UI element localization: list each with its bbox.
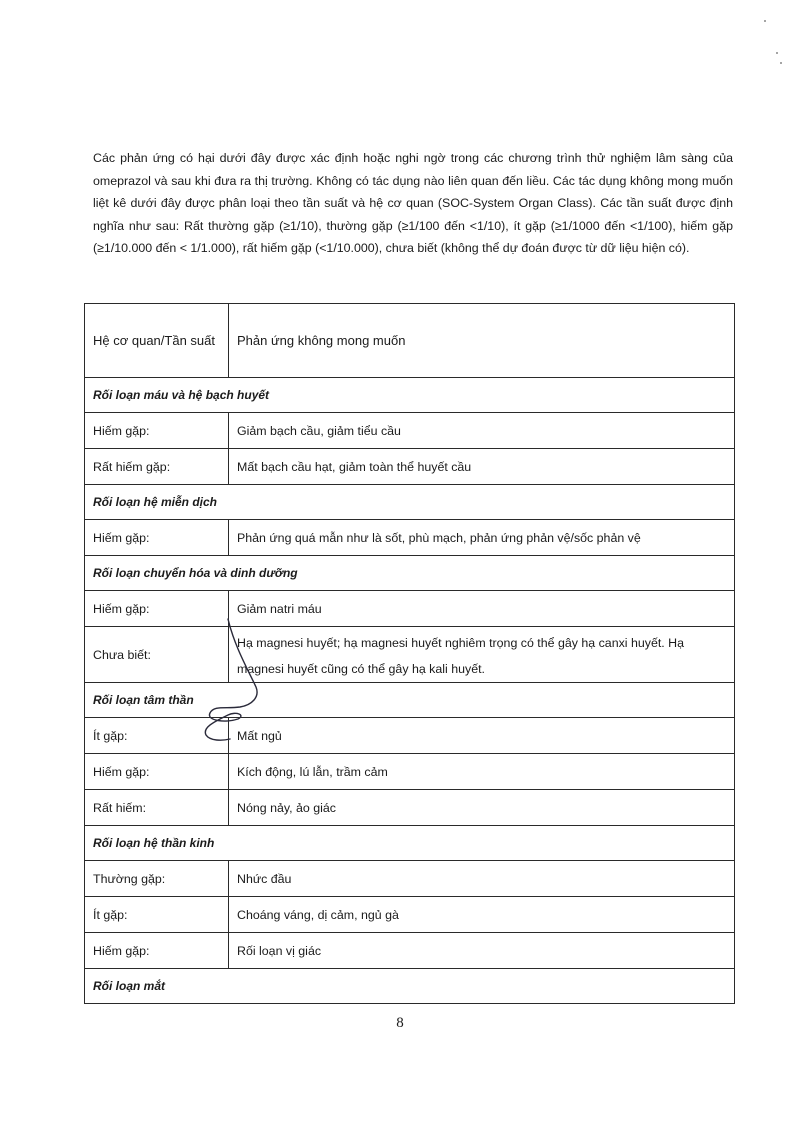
scan-speck xyxy=(780,62,782,64)
table-row xyxy=(85,449,735,485)
table-row xyxy=(85,718,735,754)
section-title-blood-lymph: Rối loạn máu và hệ bạch huyết xyxy=(85,378,735,413)
frequency-cell: Rất hiếm: xyxy=(85,790,229,826)
table-header-row xyxy=(85,304,735,378)
section-row xyxy=(85,969,735,1004)
frequency-cell: Thường gặp: xyxy=(85,861,229,897)
section-row xyxy=(85,485,735,520)
section-title-metabolism: Rối loạn chuyển hóa và dinh dưỡng xyxy=(85,556,735,591)
frequency-cell: Ít gặp: xyxy=(85,897,229,933)
frequency-cell: Ít gặp: xyxy=(85,718,229,754)
table-row xyxy=(85,627,735,683)
reaction-cell: Nóng nảy, ảo giác xyxy=(229,790,735,826)
section-title-immune: Rối loạn hệ miễn dịch xyxy=(85,485,735,520)
header-adverse-reaction: Phản ứng không mong muốn xyxy=(229,304,735,378)
header-organ-frequency: Hệ cơ quan/Tần suất xyxy=(85,304,229,378)
frequency-cell: Hiếm gặp: xyxy=(85,754,229,790)
intro-paragraph: Các phản ứng có hại dưới đây được xác định hoặc nghi ngờ trong các chương trình thử nghiệm lâm sàng của omeprazol và sau khi đưa ra thị trường. Không có tác dụng nào liên quan đến liều. Các tác dụng không mong muốn liệt kê dưới đây được phân loại theo tần suất và hệ cơ quan (SOC-System Organ Class). Các tần suất được định nghĩa như sau: Rất thường gặp (≥1/10), thường gặp (≥1/100 đến <1/10), ít gặp (≥1/1000 đến <1/100), hiếm gặp (≥1/10.000 đến < 1/1.000), rất hiếm gặp (<1/10.000), chưa biết (không thể dự đoán được từ dữ liệu hiện có). xyxy=(93,151,733,255)
section-row xyxy=(85,683,735,718)
reaction-cell: Phản ứng quá mẫn như là sốt, phù mạch, phản ứng phản vệ/sốc phản vệ xyxy=(229,520,735,556)
table-row xyxy=(85,897,735,933)
table-row xyxy=(85,933,735,969)
section-title-eye: Rối loạn mắt xyxy=(85,969,735,1004)
frequency-cell: Hiếm gặp: xyxy=(85,933,229,969)
table-row xyxy=(85,591,735,627)
adverse-reactions-table xyxy=(84,303,735,1004)
reaction-cell: Kích động, lú lẫn, trầm cảm xyxy=(229,754,735,790)
page-number: 8 xyxy=(396,1015,404,1031)
frequency-cell: Rất hiếm gặp: xyxy=(85,449,229,485)
table-row xyxy=(85,754,735,790)
scan-speck xyxy=(764,20,766,22)
frequency-cell: Hiếm gặp: xyxy=(85,520,229,556)
reaction-cell: Choáng váng, dị cảm, ngủ gà xyxy=(229,897,735,933)
reaction-cell: Giảm natri máu xyxy=(229,591,735,627)
section-row xyxy=(85,556,735,591)
section-row xyxy=(85,378,735,413)
section-title-nervous-system: Rối loạn hệ thần kinh xyxy=(85,826,735,861)
reaction-cell: Mất bạch cầu hạt, giảm toàn thể huyết cầu xyxy=(229,449,735,485)
reaction-cell: Giảm bạch cầu, giảm tiểu cầu xyxy=(229,413,735,449)
reaction-cell: Nhức đầu xyxy=(229,861,735,897)
section-row xyxy=(85,826,735,861)
table-row xyxy=(85,520,735,556)
table-row xyxy=(85,413,735,449)
table-row xyxy=(85,790,735,826)
reaction-cell: Hạ magnesi huyết; hạ magnesi huyết nghiêm trọng có thể gây hạ canxi huyết. Hạ magnesi huyết cũng có thể gây hạ kali huyết. xyxy=(229,627,735,683)
section-title-psychiatric: Rối loạn tâm thần xyxy=(85,683,735,718)
table-row xyxy=(85,861,735,897)
frequency-cell: Chưa biết: xyxy=(85,627,229,683)
scan-speck xyxy=(776,52,778,54)
frequency-cell: Hiếm gặp: xyxy=(85,591,229,627)
reaction-cell: Rối loạn vị giác xyxy=(229,933,735,969)
handwritten-signature-mark xyxy=(196,615,266,745)
frequency-cell: Hiếm gặp: xyxy=(85,413,229,449)
reaction-cell: Mất ngủ xyxy=(229,718,735,754)
